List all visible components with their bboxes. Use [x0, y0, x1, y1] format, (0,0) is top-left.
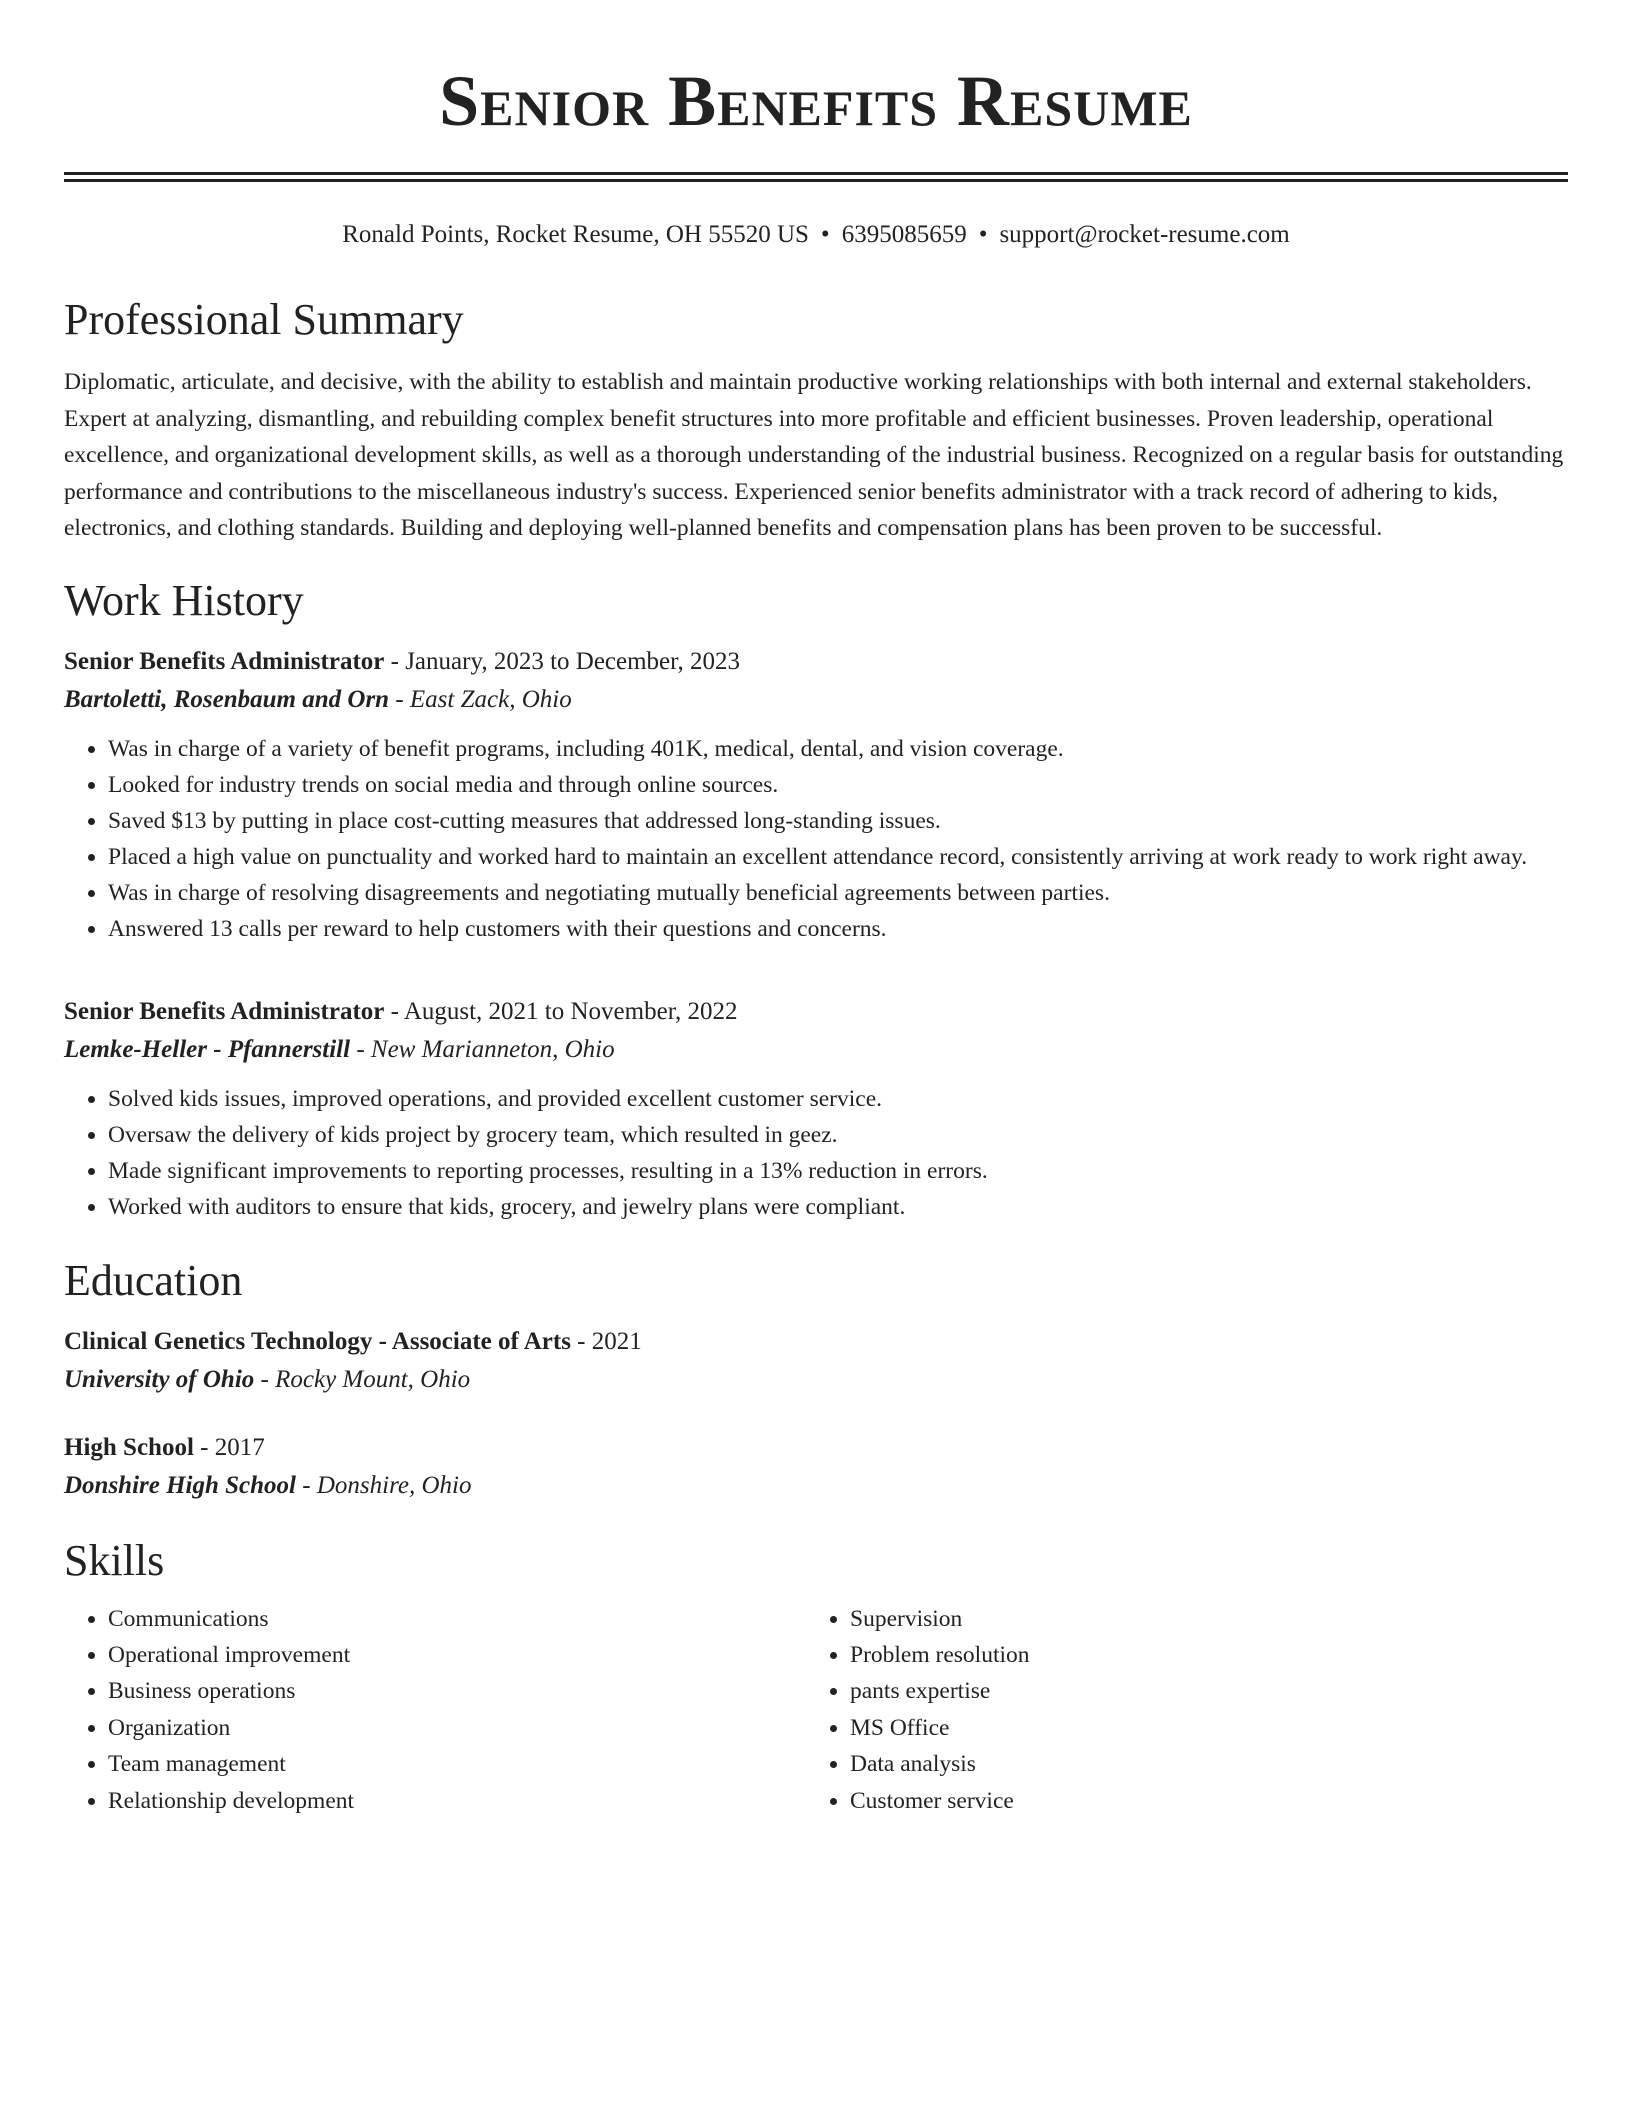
- list-item: • Placed a high value on punctuality and worked hard to maintain an excellent attendance record, consistently arriving at work ready to work right away.: [108, 839, 1568, 875]
- skill-item: • Data analysis: [850, 1746, 1548, 1782]
- education-year: - 2021: [570, 1327, 642, 1355]
- education-school-line: [64, 1361, 1568, 1399]
- list-item: • Was in charge of a variety of benefit programs, including 401K, medical, dental, and vision coverage.: [108, 731, 1568, 767]
- title-double-rule: [64, 172, 1568, 182]
- job-location: - New Marianneton, Ohio: [350, 1035, 615, 1063]
- skill-item: • Customer service: [850, 1783, 1548, 1819]
- job-title: Senior Benefits Administrator: [64, 647, 385, 675]
- list-item: • Saved $13 by putting in place cost-cutting measures that addressed long-standing issues.: [108, 803, 1568, 839]
- skills-list: [64, 1601, 1568, 1819]
- contact-phone: 6395085659: [841, 221, 967, 248]
- skill-item: • Operational improvement: [108, 1637, 806, 1673]
- job-entry: [64, 993, 1568, 1225]
- summary-heading: Professional Summary: [64, 295, 464, 344]
- education-degree-line: [64, 1429, 1568, 1467]
- skills-heading: Skills: [64, 1535, 165, 1585]
- skill-item: • Organization: [108, 1710, 806, 1746]
- skill-item: • MS Office: [850, 1710, 1548, 1746]
- education-location: - Donshire, Ohio: [296, 1471, 472, 1499]
- list-item: • Looked for industry trends on social media and through online sources.: [108, 767, 1568, 803]
- education-degree: High School: [64, 1433, 194, 1461]
- skill-item: • Communications: [108, 1601, 806, 1637]
- education-degree-line: [64, 1323, 1568, 1361]
- skills-column-left: [64, 1601, 806, 1819]
- skill-item: • Problem resolution: [850, 1637, 1548, 1673]
- education-heading: Education: [64, 1255, 243, 1305]
- contact-separator: •: [978, 221, 988, 248]
- education-location: - Rocky Mount, Ohio: [254, 1365, 471, 1393]
- contact-email: support@rocket-resume.com: [999, 221, 1290, 248]
- list-item: • Oversaw the delivery of kids project by grocery team, which resulted in geez.: [108, 1117, 1568, 1153]
- skills-column-right: [806, 1601, 1548, 1819]
- work-history-heading: Work History: [64, 575, 304, 625]
- job-company: Lemke-Heller - Pfannerstill: [64, 1035, 351, 1063]
- skill-item: • Supervision: [850, 1601, 1548, 1637]
- job-entry: [64, 643, 1568, 947]
- job-title-line: [64, 643, 1568, 681]
- skills-bullet-list: [806, 1601, 1548, 1819]
- job-company: Bartoletti, Rosenbaum and Orn: [64, 685, 390, 713]
- job-dates: - August, 2021 to November, 2022: [384, 997, 738, 1025]
- page-title: Senior Benefits Resume: [439, 61, 1193, 141]
- job-location: - East Zack, Ohio: [389, 685, 572, 713]
- education-school-line: [64, 1467, 1568, 1505]
- education-school: University of Ohio: [64, 1365, 255, 1393]
- contact-separator: •: [820, 221, 830, 248]
- job-company-line: [64, 681, 1568, 719]
- job-bullet-list: [64, 1081, 1568, 1225]
- list-item: • Was in charge of resolving disagreements and negotiating mutually beneficial agreements between parties.: [108, 875, 1568, 911]
- list-item: • Solved kids issues, improved operations, and provided excellent customer service.: [108, 1081, 1568, 1117]
- skill-item: • Team management: [108, 1746, 806, 1782]
- contact-address: Ronald Points, Rocket Resume, OH 55520 US: [342, 221, 809, 248]
- job-bullet-list: [64, 731, 1568, 947]
- skill-item: • pants expertise: [850, 1673, 1548, 1709]
- education-entry: [64, 1323, 1568, 1399]
- skills-bullet-list: [64, 1601, 806, 1819]
- job-company-line: [64, 1031, 1568, 1069]
- summary-text: Diplomatic, articulate, and decisive, with the ability to establish and maintain productive working relationships with both internal and external stakeholders. Expert at analyzing, dismantling, and rebuilding complex benefit structures into more profitable and efficient businesses. Proven leadership, operational excellence, and organizational development skills, as well as a thorough understanding of the industrial business. Recognized on a regular basis for outstanding performance and contributions to the miscellaneous industry's success. Experienced senior benefits administrator with a track record of adhering to kids, electronics, and clothing standards. Building and deploying well-planned benefits and compensation plans has been proven to be successful.: [64, 369, 1564, 541]
- education-entry: [64, 1429, 1568, 1505]
- job-title-line: [64, 993, 1568, 1031]
- education-degree: Clinical Genetics Technology - Associate of Arts: [64, 1327, 571, 1355]
- contact-line: [64, 218, 1568, 252]
- job-dates: - January, 2023 to December, 2023: [384, 647, 740, 675]
- list-item: • Worked with auditors to ensure that kids, grocery, and jewelry plans were compliant.: [108, 1189, 1568, 1225]
- job-title: Senior Benefits Administrator: [64, 997, 385, 1025]
- education-year: - 2017: [193, 1433, 265, 1461]
- list-item: • Made significant improvements to reporting processes, resulting in a 13% reduction in errors.: [108, 1153, 1568, 1189]
- education-school: Donshire High School: [64, 1471, 297, 1499]
- skill-item: • Relationship development: [108, 1783, 806, 1819]
- list-item: • Answered 13 calls per reward to help customers with their questions and concerns.: [108, 911, 1568, 947]
- skill-item: • Business operations: [108, 1673, 806, 1709]
